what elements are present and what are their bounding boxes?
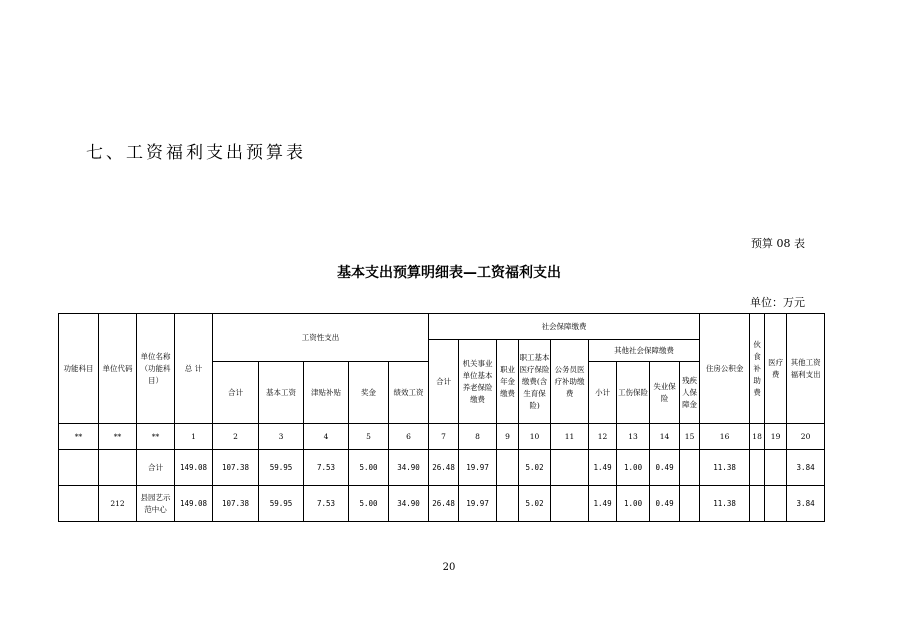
cell-basic-wage: 59.95 [259,450,304,486]
index-cell: 12 [589,424,617,450]
header-meal-subsidy: 伙食补助费 [750,314,765,424]
index-cell: 3 [259,424,304,450]
header-social-group: 社会保障缴费 [429,314,700,340]
index-cell: ** [99,424,137,450]
cell-bonus: 5.00 [349,486,389,522]
index-cell: 18 [750,424,765,450]
table-title: 基本支出预算明细表—工资福利支出 [337,265,561,281]
cell-code [99,450,137,486]
header-basic-wage: 基本工资 [259,362,304,424]
header-pension: 机关事业单位基本养老保险缴费 [459,340,497,424]
cell-annuity [497,450,519,486]
header-func-subject: 功能科目 [59,314,99,424]
index-cell: 11 [551,424,589,450]
index-cell: 8 [459,424,497,450]
cell-other-subtotal: 1.49 [589,450,617,486]
cell-total: 149.08 [175,486,213,522]
cell-disability [680,486,700,522]
cell-housing-fund: 11.38 [700,486,750,522]
cell-code: 212 [99,486,137,522]
cell-func [59,486,99,522]
cell-medical: 5.02 [519,450,551,486]
cell-meal-subsidy [750,486,765,522]
header-annuity: 职业年金缴费 [497,340,519,424]
cell-other-welfare: 3.84 [787,486,825,522]
index-cell: 15 [680,424,700,450]
cell-pension: 19.97 [459,450,497,486]
cell-func [59,450,99,486]
header-civil-medical: 公务员医疗补助缴费 [551,340,589,424]
header-total: 总 计 [175,314,213,424]
cell-performance: 34.90 [389,450,429,486]
index-cell: 19 [765,424,787,450]
header-medical-fee: 医疗费 [765,314,787,424]
header-social-total: 合计 [429,340,459,424]
header-housing-fund: 住房公积金 [700,314,750,424]
index-cell: 7 [429,424,459,450]
header-unit-code: 单位代码 [99,314,137,424]
index-cell: ** [59,424,99,450]
cell-civil-medical [551,486,589,522]
header-bonus: 奖金 [349,362,389,424]
index-cell: 1 [175,424,213,450]
cell-allowance: 7.53 [304,450,349,486]
index-cell: 13 [617,424,650,450]
cell-name: 合计 [137,450,175,486]
cell-injury: 1.00 [617,486,650,522]
cell-unemployment: 0.49 [650,486,680,522]
index-cell: 14 [650,424,680,450]
form-number: 预算 08 表 [751,237,805,250]
header-wage-total: 合计 [213,362,259,424]
header-performance: 绩效工资 [389,362,429,424]
unit-label: 单位：万元 [750,296,805,309]
header-unit-name: 单位名称（功能科目） [137,314,175,424]
table-row-total [59,450,825,486]
header-allowance: 津贴补贴 [304,362,349,424]
header-disability: 残疾人保障金 [680,362,700,424]
salary-welfare-table [58,313,825,522]
cell-civil-medical [551,450,589,486]
index-cell: 6 [389,424,429,450]
section-heading: 七、工资福利支出预算表 [86,143,306,163]
index-cell: 4 [304,424,349,450]
cell-name: 县园艺示范中心 [137,486,175,522]
cell-annuity [497,486,519,522]
cell-basic-wage: 59.95 [259,486,304,522]
header-other-welfare: 其他工资福利支出 [787,314,825,424]
header-wage-group: 工资性支出 [213,314,429,362]
header-medical: 职工基本医疗保险缴费(含生育保险) [519,340,551,424]
header-unemployment: 失业保险 [650,362,680,424]
cell-meal-subsidy [750,450,765,486]
cell-bonus: 5.00 [349,450,389,486]
index-cell: 5 [349,424,389,450]
index-cell: 9 [497,424,519,450]
page-number: 20 [442,562,456,573]
index-cell: 2 [213,424,259,450]
cell-other-welfare: 3.84 [787,450,825,486]
cell-other-subtotal: 1.49 [589,486,617,522]
index-cell: 16 [700,424,750,450]
cell-social-total: 26.48 [429,486,459,522]
index-cell: 20 [787,424,825,450]
header-other-social-group: 其他社会保障缴费 [589,340,700,362]
cell-allowance: 7.53 [304,486,349,522]
index-cell: ** [137,424,175,450]
cell-disability [680,450,700,486]
cell-pension: 19.97 [459,486,497,522]
cell-medical-fee [765,486,787,522]
cell-medical: 5.02 [519,486,551,522]
table-row-unit [59,486,825,522]
cell-total: 149.08 [175,450,213,486]
cell-social-total: 26.48 [429,450,459,486]
cell-wage-total: 107.38 [213,450,259,486]
cell-wage-total: 107.38 [213,486,259,522]
index-cell: 10 [519,424,551,450]
header-injury: 工伤保险 [617,362,650,424]
cell-injury: 1.00 [617,450,650,486]
cell-performance: 34.90 [389,486,429,522]
header-other-subtotal: 小计 [589,362,617,424]
cell-housing-fund: 11.38 [700,450,750,486]
cell-unemployment: 0.49 [650,450,680,486]
cell-medical-fee [765,450,787,486]
